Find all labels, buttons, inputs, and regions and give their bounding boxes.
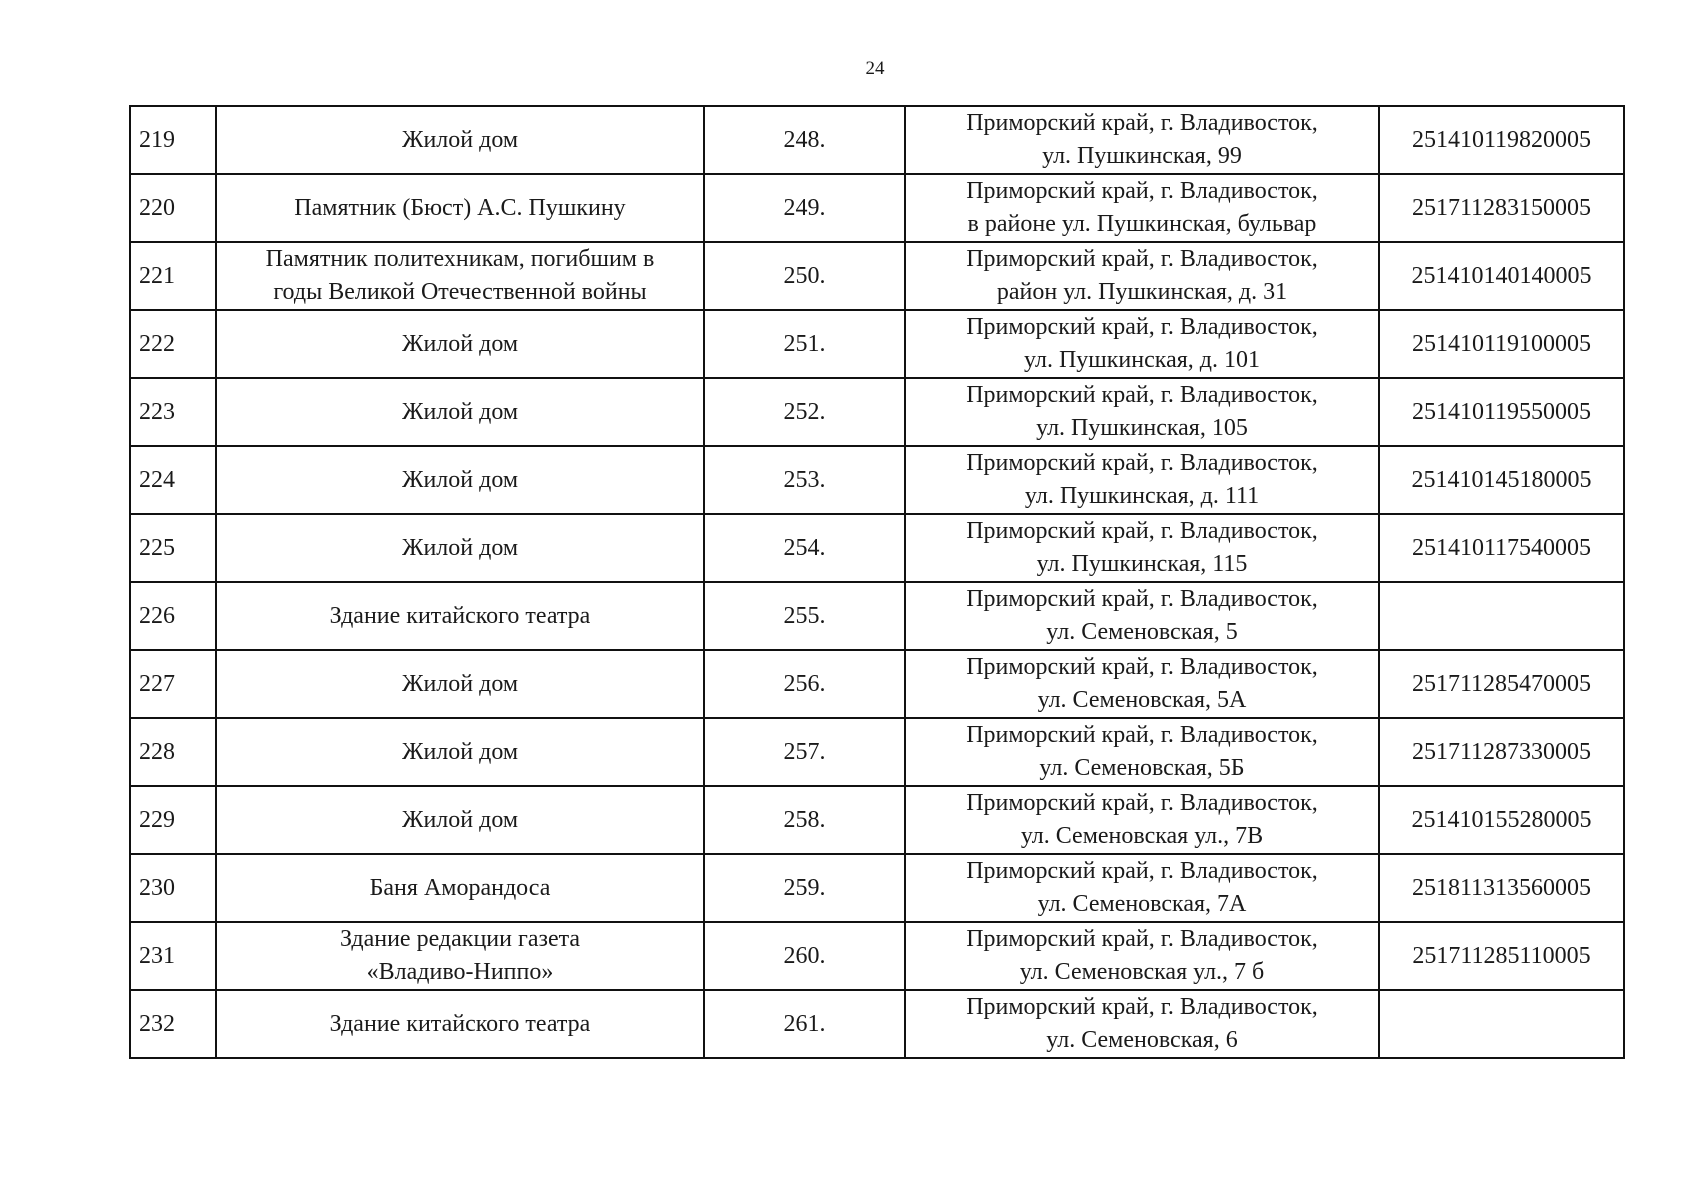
table-row	[130, 174, 1624, 242]
item-number-cell: 250.	[704, 242, 905, 310]
item-number-cell: 252.	[704, 378, 905, 446]
address-line: Приморский край, г. Владивосток,	[966, 790, 1318, 816]
registry-code-cell: 251410117540005	[1379, 514, 1624, 582]
address-line: ул. Семеновская ул., 7В	[1020, 823, 1264, 849]
row-number-cell: 231	[130, 922, 216, 990]
object-name-line: Здание китайского театра	[329, 1010, 591, 1037]
table-row	[130, 242, 1624, 310]
object-name-cell	[216, 378, 704, 446]
registry-code-cell: 251410119820005	[1379, 106, 1624, 174]
item-number-cell: 261.	[704, 990, 905, 1058]
row-number-cell: 222	[130, 310, 216, 378]
address-line: Приморский край, г. Владивосток,	[966, 858, 1318, 884]
row-number-cell: 223	[130, 378, 216, 446]
object-name-line: Жилой дом	[401, 330, 519, 357]
row-number-cell: 220	[130, 174, 216, 242]
registry-code-cell	[1379, 990, 1624, 1058]
registry-code-cell: 251410140140005	[1379, 242, 1624, 310]
object-name-line: Здание китайского театра	[329, 602, 591, 629]
object-name-cell	[216, 310, 704, 378]
address-cell	[905, 174, 1379, 242]
object-name-line: Жилой дом	[401, 670, 519, 697]
table-row	[130, 514, 1624, 582]
address-line: ул. Пушкинская, 99	[1042, 143, 1242, 169]
registry-code-cell: 251410119550005	[1379, 378, 1624, 446]
item-number-cell: 249.	[704, 174, 905, 242]
object-name-line: Жилой дом	[401, 398, 519, 425]
address-line: ул. Семеновская, 5	[1046, 619, 1238, 645]
heritage-registry-table	[129, 105, 1625, 1059]
item-number-cell: 259.	[704, 854, 905, 922]
object-name-line: Памятник (Бюст) А.С. Пушкину	[294, 194, 626, 221]
address-line: ул. Пушкинская, д. 111	[1024, 483, 1260, 509]
address-cell	[905, 582, 1379, 650]
object-name-cell	[216, 174, 704, 242]
address-cell	[905, 242, 1379, 310]
object-name-cell	[216, 990, 704, 1058]
address-cell	[905, 718, 1379, 786]
address-cell	[905, 786, 1379, 854]
page-number: 24	[865, 58, 885, 79]
row-number-cell: 232	[130, 990, 216, 1058]
table-row	[130, 378, 1624, 446]
table-row	[130, 310, 1624, 378]
item-number-cell: 248.	[704, 106, 905, 174]
address-line: район ул. Пушкинская, д. 31	[996, 279, 1288, 305]
row-number-cell: 229	[130, 786, 216, 854]
address-line: ул. Семеновская, 5А	[1037, 687, 1247, 713]
address-cell	[905, 650, 1379, 718]
table-row	[130, 650, 1624, 718]
row-number-cell: 226	[130, 582, 216, 650]
address-line: ул. Пушкинская, д. 101	[1024, 347, 1260, 373]
object-name-line: Жилой дом	[401, 466, 519, 493]
address-cell	[905, 378, 1379, 446]
item-number-cell: 258.	[704, 786, 905, 854]
registry-code-cell: 251410119100005	[1379, 310, 1624, 378]
object-name-cell	[216, 242, 704, 310]
table-row	[130, 718, 1624, 786]
address-line: Приморский край, г. Владивосток,	[966, 994, 1318, 1020]
address-line: ул. Семеновская ул., 7 б	[1019, 959, 1265, 985]
registry-table-body	[130, 106, 1624, 1058]
address-line: Приморский край, г. Владивосток,	[966, 314, 1318, 340]
row-number-cell: 221	[130, 242, 216, 310]
object-name-cell	[216, 786, 704, 854]
object-name-line: Жилой дом	[401, 738, 519, 765]
registry-code-cell: 251711285110005	[1379, 922, 1624, 990]
item-number-cell: 257.	[704, 718, 905, 786]
address-line: Приморский край, г. Владивосток,	[966, 586, 1318, 612]
address-line: ул. Пушкинская, 115	[1036, 551, 1248, 577]
object-name-line: Жилой дом	[401, 806, 519, 833]
object-name-line: «Владиво-Ниппо»	[366, 959, 554, 985]
address-line: ул. Семеновская, 7А	[1037, 891, 1247, 917]
table-row	[130, 854, 1624, 922]
table-row	[130, 922, 1624, 990]
address-line: Приморский край, г. Владивосток,	[966, 926, 1318, 952]
registry-code-cell: 251410145180005	[1379, 446, 1624, 514]
object-name-line: Баня Аморандоса	[369, 874, 551, 901]
object-name-cell	[216, 854, 704, 922]
row-number-cell: 219	[130, 106, 216, 174]
address-line: Приморский край, г. Владивосток,	[966, 178, 1318, 204]
address-line: Приморский край, г. Владивосток,	[966, 246, 1318, 272]
address-line: в районе ул. Пушкинская, бульвар	[967, 211, 1317, 237]
item-number-cell: 254.	[704, 514, 905, 582]
registry-code-cell: 251811313560005	[1379, 854, 1624, 922]
table-row	[130, 786, 1624, 854]
address-cell	[905, 310, 1379, 378]
address-cell	[905, 514, 1379, 582]
object-name-line: Жилой дом	[401, 534, 519, 561]
row-number-cell: 224	[130, 446, 216, 514]
address-line: Приморский край, г. Владивосток,	[966, 382, 1318, 408]
registry-code-cell: 251711283150005	[1379, 174, 1624, 242]
table-row	[130, 990, 1624, 1058]
object-name-cell	[216, 650, 704, 718]
item-number-cell: 255.	[704, 582, 905, 650]
object-name-line: Жилой дом	[401, 126, 519, 153]
table-row	[130, 582, 1624, 650]
address-line: ул. Семеновская, 5Б	[1039, 755, 1245, 781]
row-number-cell: 230	[130, 854, 216, 922]
item-number-cell: 251.	[704, 310, 905, 378]
row-number-cell: 228	[130, 718, 216, 786]
object-name-cell	[216, 514, 704, 582]
object-name-cell	[216, 106, 704, 174]
object-name-line: Памятник политехникам, погибшим в	[265, 246, 655, 272]
address-cell	[905, 106, 1379, 174]
item-number-cell: 253.	[704, 446, 905, 514]
registry-code-cell: 251711285470005	[1379, 650, 1624, 718]
address-line: Приморский край, г. Владивосток,	[966, 110, 1318, 136]
item-number-cell: 260.	[704, 922, 905, 990]
address-line: Приморский край, г. Владивосток,	[966, 518, 1318, 544]
row-number-cell: 225	[130, 514, 216, 582]
object-name-line: годы Великой Отечественной войны	[273, 279, 647, 305]
object-name-cell	[216, 718, 704, 786]
address-line: ул. Пушкинская, 105	[1036, 415, 1248, 441]
object-name-line: Здание редакции газета	[339, 926, 581, 952]
registry-code-cell	[1379, 582, 1624, 650]
object-name-cell	[216, 582, 704, 650]
address-line: Приморский край, г. Владивосток,	[966, 450, 1318, 476]
address-line: Приморский край, г. Владивосток,	[966, 722, 1318, 748]
registry-code-cell: 251410155280005	[1379, 786, 1624, 854]
address-cell	[905, 990, 1379, 1058]
object-name-cell	[216, 922, 704, 990]
item-number-cell: 256.	[704, 650, 905, 718]
address-cell	[905, 922, 1379, 990]
object-name-cell	[216, 446, 704, 514]
registry-code-cell: 251711287330005	[1379, 718, 1624, 786]
address-line: Приморский край, г. Владивосток,	[966, 654, 1318, 680]
table-row	[130, 106, 1624, 174]
address-cell	[905, 446, 1379, 514]
row-number-cell: 227	[130, 650, 216, 718]
address-line: ул. Семеновская, 6	[1046, 1027, 1238, 1053]
address-cell	[905, 854, 1379, 922]
table-row	[130, 446, 1624, 514]
